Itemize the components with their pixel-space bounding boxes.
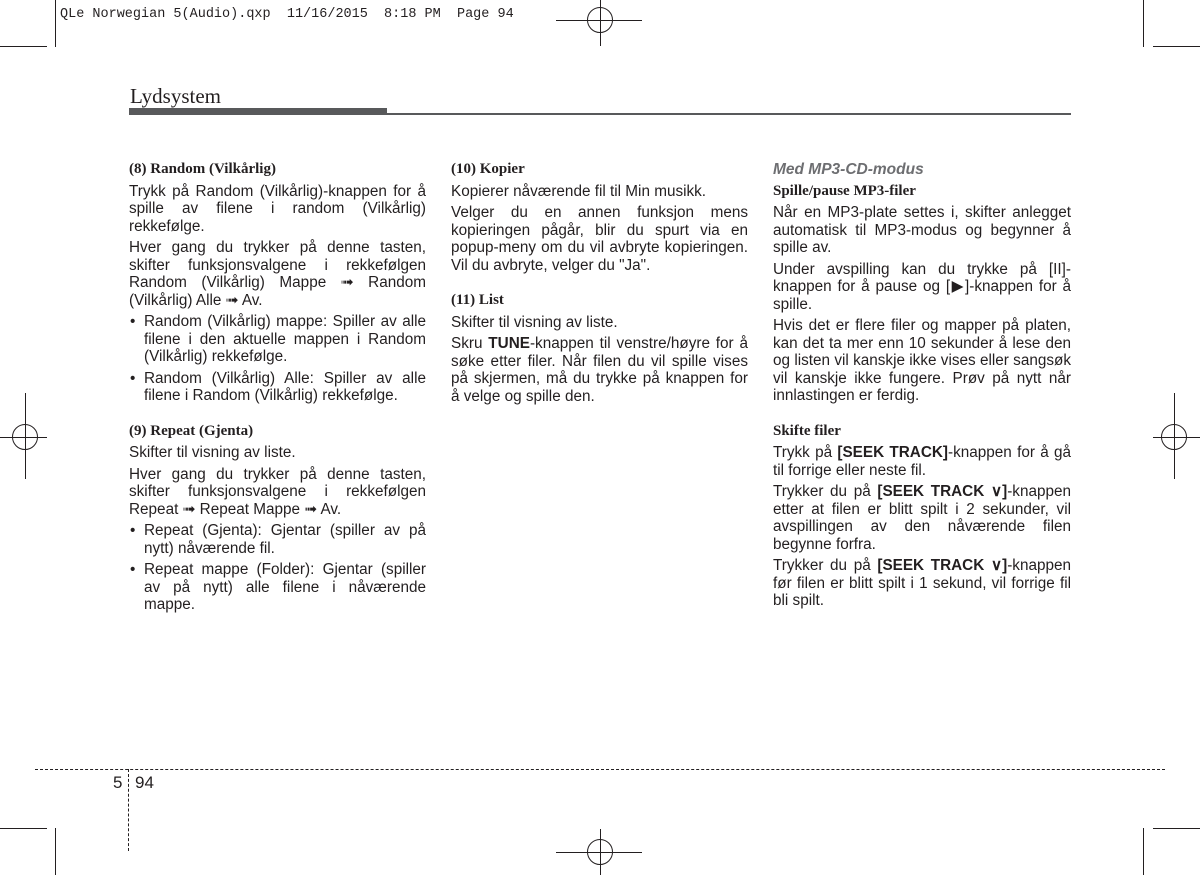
list-item: • Random (Vilkårlig) mappe: Spiller av alle filene i den aktuelle mappen i Random (Vilkårlig) rekkefølge. [129, 313, 426, 366]
heading-skifte-filer: Skifte filer [773, 422, 841, 439]
paragraph: Når en MP3-plate settes i, skifter anlegget automatisk til MP3-modus og begynner å spille av. [773, 204, 1071, 256]
seek-track-down-key-label: [SEEK TRACK ∨] [877, 483, 1008, 500]
page-number: 94 [135, 773, 154, 792]
bullet-list [129, 522, 426, 614]
footer-rule [35, 769, 1165, 770]
list-item: • Repeat mappe (Folder): Gjentar (spiller av på nytt) alle filene i nåværende mappe. [129, 561, 426, 614]
subsection-title: Med MP3-CD-modus [773, 161, 924, 178]
print-slug: QLe Norwegian 5(Audio).qxp 11/16/2015 8:18 PM Page 94 [60, 7, 514, 22]
heading-random: (8) Random (Vilkårlig) [129, 161, 276, 177]
seek-track-key-label: [SEEK TRACK] [837, 444, 949, 461]
paragraph: Hvis det er flere filer og mapper på platen, kan det ta mer enn 10 sekunder å lese den og listen vil kanskje ikke vises eller sangsøk vil kanskje ikke fungere. Prøv på nytt når innlastingen er ferdig. [773, 317, 1071, 404]
heading-play-pause: Spille/pause MP3-filer [773, 182, 916, 199]
section-title: Lydsystem [130, 84, 222, 108]
heading-repeat: (9) Repeat (Gjenta) [129, 422, 254, 439]
tune-key-label: TUNE [488, 335, 530, 352]
column-3 [773, 161, 1071, 614]
paragraph: Skru TUNE-knappen til venstre/høyre for å søke etter filer. Når filen du vil spille vises på skjermen, må du trykke på knappen for å velge og spille den. [451, 335, 748, 405]
header-rule-thick [129, 108, 387, 115]
seek-track-down-key-label: [SEEK TRACK ∨] [877, 557, 1008, 574]
chapter-number: 5 [113, 773, 123, 792]
column-2 [451, 161, 748, 409]
header-rule-thin [387, 113, 1071, 115]
bullet-list [129, 313, 426, 405]
paragraph: Skifter til visning av liste. [129, 444, 296, 461]
paragraph: Hver gang du trykker på denne tasten, skifter funksjonsvalgene i rekkefølgen Random (Vilkårlig) Mappe ➟ Random (Vilkårlig) Alle ➟ Av. [129, 239, 426, 309]
paragraph: Skifter til visning av liste. [451, 313, 618, 331]
paragraph: Kopierer nåværende fil til Min musikk. [451, 182, 707, 200]
paragraph: Velger du en annen funksjon mens kopieringen pågår, blir du spurt via en popup-meny om du vil avbryte kopieringen. Vil du avbryte, velger du "Ja". [451, 204, 748, 274]
footer-divider [128, 769, 129, 851]
paragraph: Trykker du på [SEEK TRACK ∨]-knappen før filen er blitt spilt i 1 sekund, vil forrige fil bli spilt. [773, 557, 1071, 609]
paragraph: Hver gang du trykker på denne tasten, skifter funksjonsvalgene i rekkefølgen Repeat ➟ Repeat Mappe ➟ Av. [129, 465, 426, 518]
paragraph: Trykker du på [SEEK TRACK ∨]-knappen etter at filen er blitt spilt i 2 sekunder, vil avspillingen av den nåværende filen begynne forfra. [773, 483, 1071, 553]
paragraph: Trykk på [SEEK TRACK]-knappen for å gå til forrige eller neste fil. [773, 444, 1071, 479]
column-1 [129, 161, 426, 618]
list-item: • Repeat (Gjenta): Gjentar (spiller av på nytt) nåværende fil. [129, 522, 426, 557]
list-item: • Random (Vilkårlig) Alle: Spiller av alle filene i Random (Vilkårlig) rekkefølge. [129, 370, 426, 405]
paragraph: Under avspilling kan du trykke på [II]-knappen for å pause og [▶]-knappen for å spille. [773, 260, 1071, 313]
heading-kopier: (10) Kopier [451, 161, 525, 177]
heading-list: (11) List [451, 292, 504, 308]
paragraph: Trykk på Random (Vilkårlig)-knappen for å spille av filene i random (Vilkårlig) rekkefølge. [129, 182, 426, 235]
